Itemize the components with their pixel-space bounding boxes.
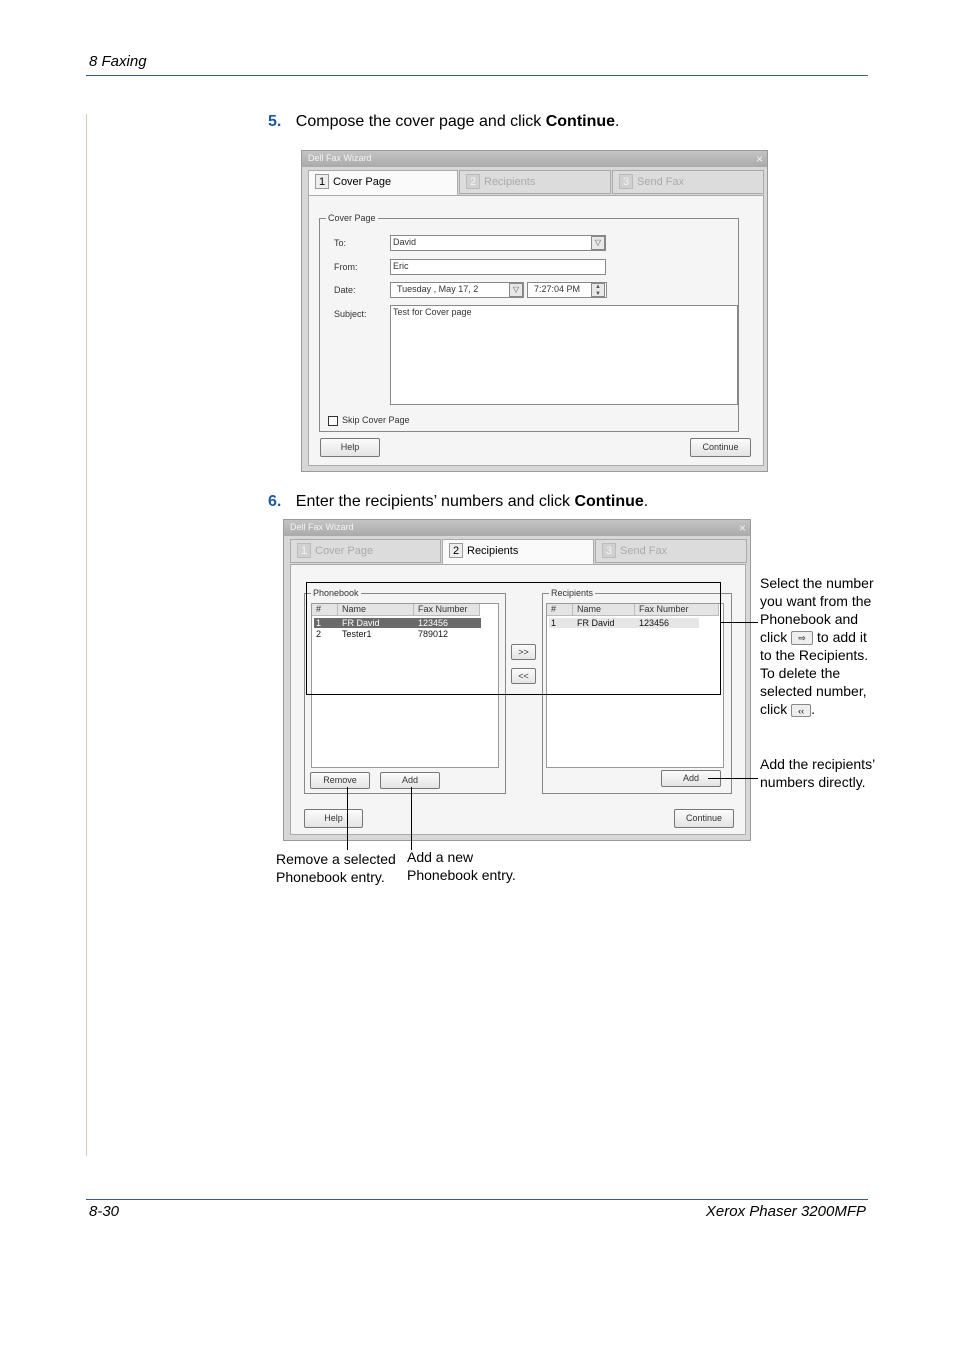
table-cell[interactable]: 1 (551, 618, 557, 628)
callout-remove-entry: Remove a selected Phonebook entry. (276, 851, 396, 885)
to-field[interactable]: David (390, 235, 606, 251)
tab-cover-page[interactable]: 1 Cover Page (290, 539, 441, 563)
column-header-fax[interactable]: Fax Number (414, 604, 480, 616)
to-label: To: (334, 238, 347, 248)
table-cell[interactable]: FR David (342, 618, 380, 628)
header-rule (86, 75, 868, 76)
step-number: 5. (268, 113, 282, 130)
chevron-down-icon[interactable]: ▽ (509, 283, 523, 297)
skip-cover-checkbox[interactable] (328, 416, 338, 426)
time-field[interactable]: 7:27:04 PM (527, 282, 607, 298)
tab-send-fax[interactable]: 3 Send Fax (612, 170, 764, 194)
table-cell[interactable]: 1 (316, 618, 322, 628)
remove-button[interactable]: Remove (310, 772, 370, 789)
callout-select-number: Select the number you want from the Phonebook and click ⇨ to add it to the Recipients. To delete the selected number, click ‹‹ . (760, 575, 874, 717)
leader-line (708, 778, 758, 779)
continue-button[interactable]: Continue (674, 809, 734, 828)
callout-add-entry: Add a new Phonebook entry. (407, 849, 516, 883)
dialog-title: Dell Fax Wizard (308, 153, 372, 163)
subject-label: Subject: (334, 309, 367, 319)
tab-cover-page[interactable]: 1 Cover Page (308, 170, 458, 195)
margin-rule (86, 114, 87, 1156)
table-cell[interactable]: FR David (577, 618, 615, 628)
tab-recipients[interactable]: 2 Recipients (459, 170, 611, 194)
close-icon[interactable]: × (755, 152, 763, 166)
recipients-add-button[interactable]: Add (661, 770, 721, 787)
table-cell[interactable]: 123456 (418, 618, 449, 628)
step-number: 6. (268, 493, 282, 510)
add-to-recipients-button[interactable]: >> (511, 644, 536, 660)
dialog-title-bar (302, 151, 767, 167)
table-cell[interactable]: Tester1 (342, 629, 372, 639)
continue-button[interactable]: Continue (690, 438, 751, 457)
group-label: Phonebook (313, 588, 359, 598)
time-spinner[interactable]: ▲ ▼ (591, 283, 605, 297)
column-header-fax[interactable]: Fax Number (635, 604, 719, 616)
table-cell[interactable]: 2 (316, 629, 322, 639)
column-header-number[interactable]: # (547, 604, 573, 616)
fax-wizard-dialog-cover (301, 150, 768, 472)
product-name: Xerox Phaser 3200MFP (705, 1203, 866, 1220)
chevron-down-icon[interactable]: ▽ (591, 236, 605, 250)
step-instruction: Compose the cover page and click Continue. (295, 113, 620, 130)
column-header-number[interactable]: # (312, 604, 338, 616)
skip-cover-label: Skip Cover Page (342, 415, 410, 425)
date-label: Date: (334, 285, 356, 295)
cover-page-panel (308, 195, 764, 466)
leader-line (347, 787, 348, 850)
group-label: Recipients (551, 588, 594, 598)
help-button[interactable]: Help (320, 438, 380, 457)
from-label: From: (334, 262, 358, 272)
column-header-name[interactable]: Name (573, 604, 635, 616)
add-arrow-icon: ⇨ (791, 631, 813, 645)
dialog-title-bar (284, 520, 750, 536)
add-button[interactable]: Add (380, 772, 440, 789)
tab-send-fax[interactable]: 3 Send Fax (595, 539, 747, 563)
subject-textarea[interactable]: Test for Cover page (390, 305, 738, 405)
highlight-box (306, 582, 721, 695)
section-header: 8 Faxing (89, 53, 147, 70)
table-cell[interactable]: 123456 (639, 618, 670, 628)
help-button[interactable]: Help (304, 809, 363, 828)
date-picker[interactable]: Tuesday , May 17, 2 (390, 282, 524, 298)
tab-recipients[interactable]: 2 Recipients (442, 539, 594, 564)
remove-from-recipients-button[interactable]: << (511, 668, 536, 684)
dialog-title: Dell Fax Wizard (290, 522, 354, 532)
callout-add-recipients: Add the recipients’ numbers directly. (760, 756, 876, 790)
close-icon[interactable]: × (738, 521, 746, 535)
page-number: 8-30 (89, 1203, 120, 1220)
step-6 (268, 493, 648, 511)
remove-arrow-icon: ‹‹ (791, 704, 811, 717)
from-field[interactable]: Eric (390, 259, 606, 275)
group-label: Cover Page (328, 213, 376, 223)
step-instruction: Enter the recipients’ numbers and click Continue. (295, 493, 649, 510)
footer-rule (86, 1199, 868, 1200)
step-5 (268, 113, 620, 131)
leader-line (411, 787, 412, 850)
column-header-name[interactable]: Name (338, 604, 414, 616)
table-cell[interactable]: 789012 (418, 629, 449, 639)
leader-line (721, 622, 758, 623)
